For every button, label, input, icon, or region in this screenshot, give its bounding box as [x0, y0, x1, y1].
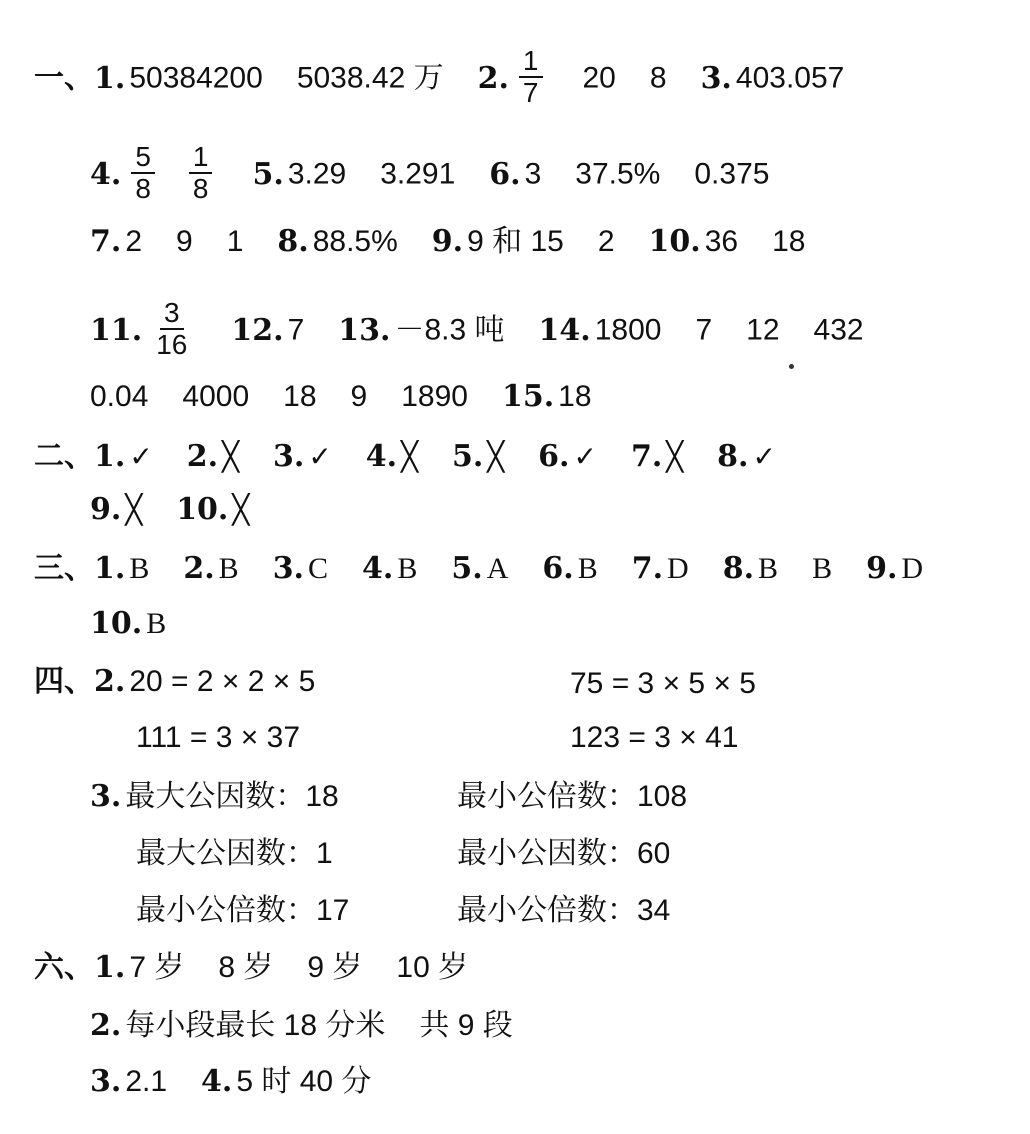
answer-value: 18 — [772, 225, 806, 258]
answer-value: 5 时 40 分 — [236, 1065, 372, 1098]
item-number: 2. — [183, 551, 215, 586]
part2-line1 — [34, 437, 776, 477]
item-number: 1. — [94, 439, 126, 474]
lcm-result: 最小公倍数：17 — [136, 894, 350, 927]
factorization: 123 = 3 × 41 — [570, 721, 739, 754]
item-number: 5. — [451, 551, 483, 586]
item-number: 5. — [451, 439, 484, 474]
section-label-2: 二、 — [34, 439, 94, 474]
item-number: 6. — [542, 551, 574, 586]
cross-mark: ╳ — [487, 440, 505, 473]
answer-value: 0.375 — [694, 157, 770, 191]
item-number: 3. — [272, 439, 305, 474]
item-number: 11. — [90, 312, 143, 348]
answer-value: 50384200 — [129, 61, 263, 95]
part4-line1 — [34, 662, 315, 702]
choice-answer: A — [486, 552, 509, 585]
item-number: 9. — [90, 492, 122, 527]
item-number: 1. — [94, 60, 126, 96]
check-mark: ✓ — [573, 440, 597, 473]
check-mark: ✓ — [308, 440, 332, 473]
answer-value: 10 岁 — [396, 951, 469, 984]
answer-value: 8 岁 — [218, 951, 274, 984]
answer-value: 2 — [125, 225, 143, 258]
answer-value: 9 和 15 — [467, 225, 564, 258]
section-label-3: 三、 — [34, 551, 94, 586]
item-number: 4. — [365, 439, 398, 474]
part1-line4 — [90, 297, 864, 362]
cross-mark: ╳ — [401, 440, 418, 473]
answer-value: 3 — [524, 157, 542, 191]
item-number: 9. — [866, 551, 898, 586]
cross-mark: ╳ — [232, 493, 250, 526]
part3-line2 — [90, 604, 166, 644]
item-number: 3. — [700, 60, 732, 96]
fraction: $\frac{3}{16}$ — [156, 297, 188, 360]
item-number: 13. — [338, 312, 391, 348]
cross-mark: ╳ — [666, 440, 684, 473]
answer-value: 2 — [597, 225, 615, 258]
answer-value: 403.057 — [735, 61, 845, 95]
answer-value: 8 — [649, 61, 667, 95]
part1-line5 — [90, 377, 592, 417]
part6-line1 — [34, 948, 468, 988]
answer-value: 1800 — [594, 313, 662, 347]
item-number: 15. — [501, 379, 555, 414]
item-number: 8. — [722, 551, 755, 586]
answer-value: 3.29 — [287, 157, 347, 191]
answer-value: 432 — [813, 313, 864, 347]
cross-mark: ╳ — [125, 493, 143, 526]
item-number: 2. — [477, 60, 509, 96]
item-number: 8. — [277, 224, 309, 259]
item-number: 4. — [90, 156, 122, 192]
item-number: 9. — [431, 224, 464, 259]
item-number: 1. — [94, 950, 126, 985]
answer-value: 1890 — [401, 380, 468, 413]
cross-mark: ╳ — [222, 440, 239, 473]
item-number: 6. — [538, 439, 570, 474]
item-number: 2. — [94, 664, 126, 699]
item-number: 10. — [648, 224, 701, 259]
lcm-result: 最小公倍数：34 — [457, 894, 671, 927]
answer-value: 7 — [287, 313, 305, 347]
answer-value: 共 9 段 — [419, 1009, 513, 1042]
item-number: 4. — [201, 1064, 233, 1099]
part3-line1 — [34, 549, 923, 589]
item-number: 7. — [631, 551, 664, 586]
answer-value: 1 — [226, 225, 244, 258]
answer-value: 20 — [582, 61, 616, 95]
choice-answer: B — [146, 607, 167, 640]
part1-line2 — [90, 141, 770, 206]
factorization: 75 = 3 × 5 × 5 — [570, 667, 756, 700]
item-number: 10. — [176, 492, 229, 527]
answer-value: 9 — [176, 225, 193, 258]
choice-answer: B — [812, 552, 833, 585]
stray-dot — [789, 364, 794, 369]
answer-value: 4000 — [182, 380, 250, 413]
factorization: 111 = 3 × 37 — [136, 721, 301, 754]
section-label-6: 六、 — [34, 950, 94, 985]
part6-line3 — [90, 1062, 371, 1102]
item-number: 6. — [489, 156, 521, 192]
item-number: 3. — [90, 779, 122, 814]
answer-value: 12 — [746, 313, 780, 347]
answer-value: 9 岁 — [307, 951, 363, 984]
answer-value: 每小段最长 18 分米 — [125, 1009, 386, 1042]
answer-value: 9 — [350, 380, 368, 413]
fraction: $\frac{1}{8}$ — [189, 142, 213, 204]
choice-answer: D — [901, 552, 924, 585]
lcm-result: 最小公倍数：108 — [457, 780, 688, 813]
item-number: 1. — [94, 551, 126, 586]
fraction: $\frac{1}{7}$ — [519, 46, 543, 108]
choice-answer: B — [129, 552, 150, 585]
factorization: 20 = 2 × 2 × 5 — [129, 665, 316, 698]
item-number: 2. — [90, 1008, 122, 1043]
fraction: $\frac{5}{8}$ — [131, 142, 155, 204]
item-number: 8. — [717, 439, 749, 474]
item-number: 14. — [538, 312, 591, 348]
item-number: 3. — [90, 1064, 122, 1099]
section-label-1: 一、 — [34, 60, 94, 96]
item-number: 10. — [90, 606, 143, 641]
answer-value: 18 — [558, 380, 592, 413]
answer-value: 5038.42 万 — [296, 61, 444, 95]
part1-line1 — [34, 45, 845, 110]
gcd-result: 最大公因数：1 — [136, 837, 333, 870]
choice-answer: D — [667, 552, 689, 585]
choice-answer: B — [758, 552, 779, 585]
answer-value: 7 — [695, 313, 713, 347]
check-mark: ✓ — [752, 440, 776, 473]
gcd-result: 最大公因数：18 — [125, 780, 339, 813]
check-mark: ✓ — [129, 440, 153, 473]
answer-value: 2.1 — [125, 1065, 168, 1098]
part1-line3 — [90, 222, 806, 262]
answer-value: －8.3 吨 — [394, 313, 505, 347]
choice-answer: C — [308, 552, 329, 585]
item-number: 4. — [362, 551, 394, 586]
choice-answer: B — [577, 552, 598, 585]
item-number: 5. — [252, 156, 284, 192]
answer-value: 37.5% — [575, 157, 661, 191]
item-number: 7. — [630, 439, 663, 474]
lcm-result: 最小公因数：60 — [457, 837, 671, 870]
answer-value: 0.04 — [90, 380, 149, 413]
answer-value: 18 — [283, 380, 317, 413]
answer-value: 3.291 — [380, 157, 456, 191]
item-number: 2. — [186, 439, 219, 474]
answer-value: 36 — [704, 225, 739, 258]
answer-value: 7 岁 — [129, 951, 185, 984]
part2-line2 — [90, 490, 249, 530]
choice-answer: B — [218, 552, 239, 585]
part6-line2 — [90, 1006, 513, 1046]
part4-line3 — [90, 777, 339, 817]
answer-value: 88.5% — [312, 225, 398, 258]
choice-answer: B — [397, 552, 418, 585]
item-number: 7. — [90, 224, 122, 259]
item-number: 3. — [272, 551, 305, 586]
item-number: 12. — [231, 312, 284, 348]
section-label-4: 四、 — [34, 664, 94, 699]
